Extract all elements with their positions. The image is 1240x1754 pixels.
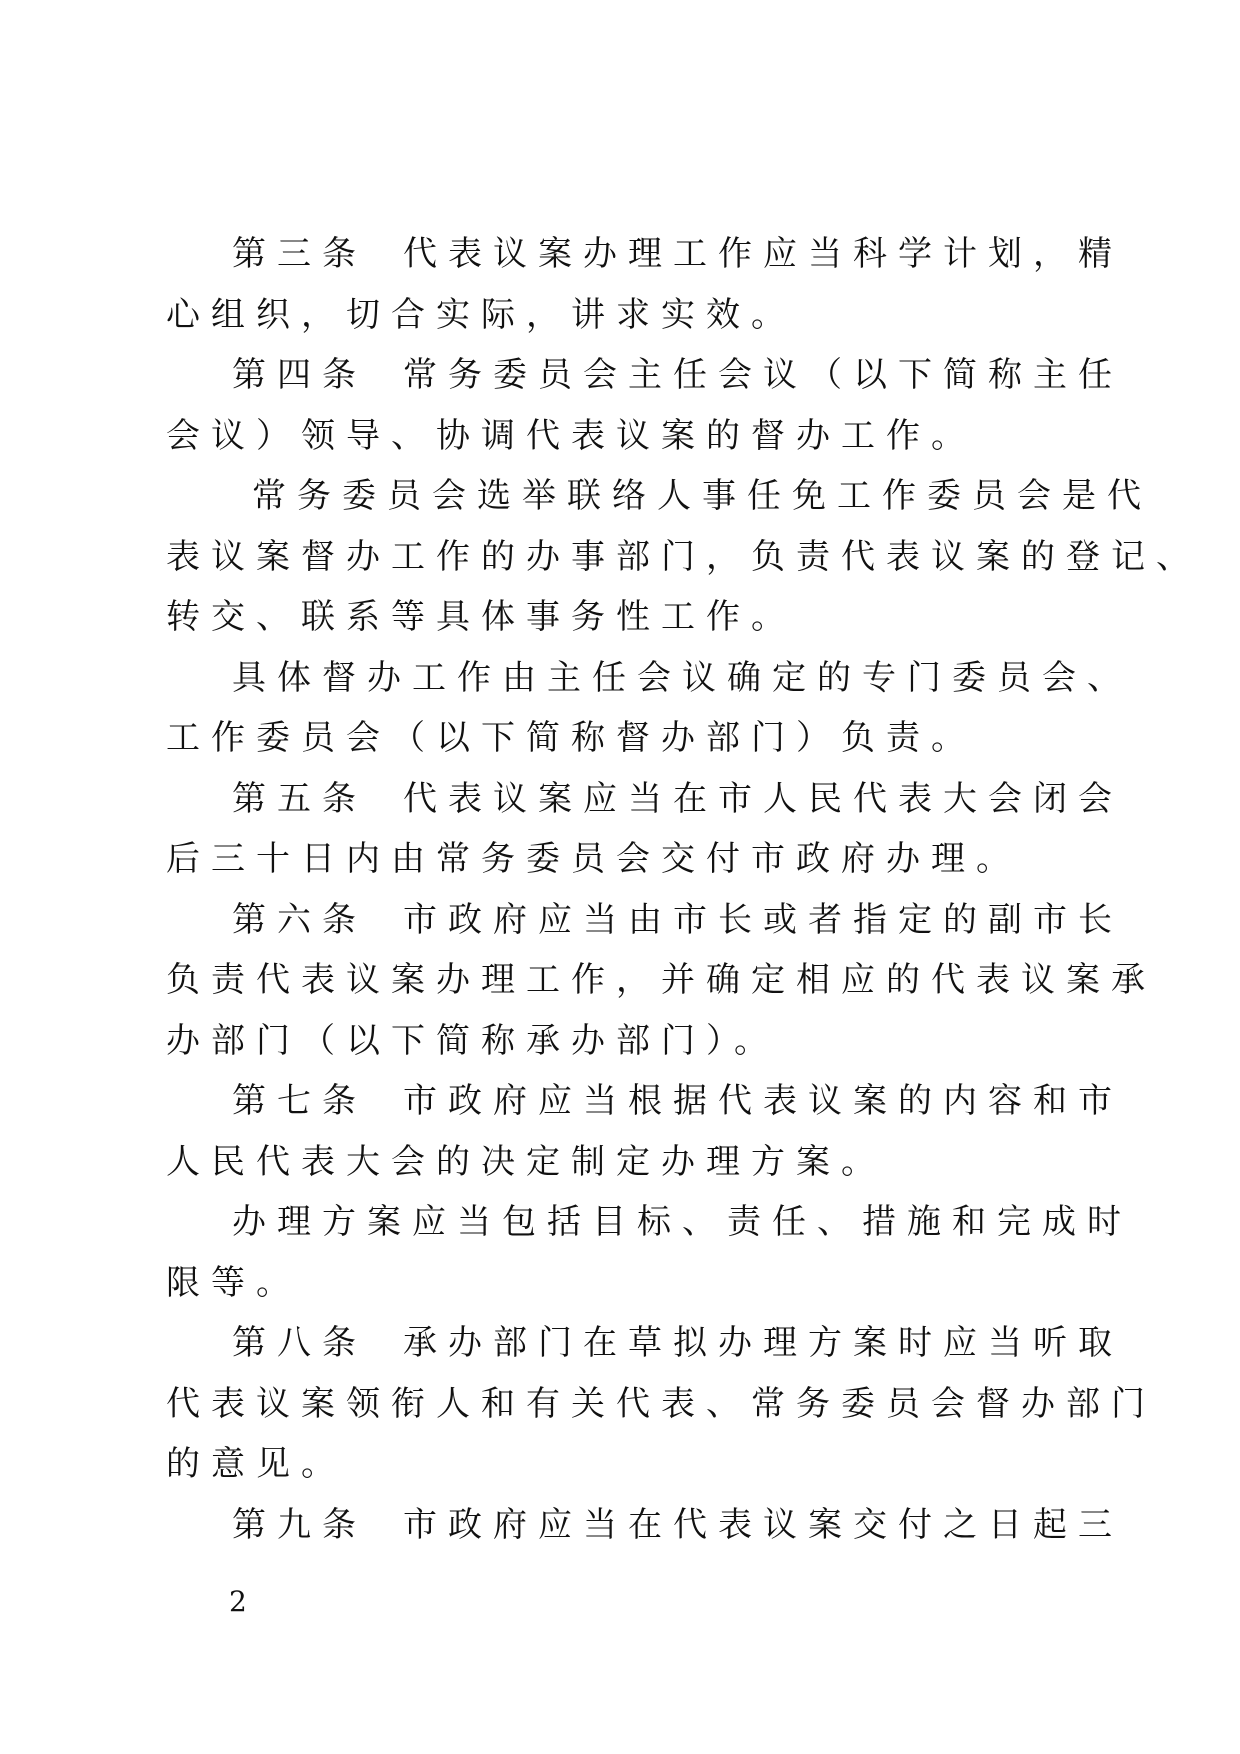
article-4-para-3-line-1: 具体督办工作由主任会议确定的专门委员会、 (232, 657, 1132, 698)
article-label: 第五条 (232, 778, 367, 819)
document-body (166, 224, 1201, 1555)
article-label: 第三条 (232, 234, 367, 274)
article-4-para-3-line-2: 工作委员会（以下简称督办部门）负责。 (166, 718, 976, 758)
article-6-line-2: 负责代表议案办理工作，并确定相应的代表议案承 (166, 960, 1156, 1000)
article-4-para-2-line-3: 转交、联系等具体事务性工作。 (166, 597, 796, 637)
article-4-line-2: 会议）领导、协调代表议案的督办工作。 (166, 415, 976, 456)
article-3-line-1 (166, 224, 1123, 285)
article-text: 常务委员会主任会议（以下简称主任 (403, 355, 1123, 395)
article-9-line-1 (166, 1495, 1123, 1556)
article-label: 第七条 (232, 1081, 367, 1121)
article-5-line-1 (166, 769, 1123, 830)
article-3-line-2: 心组织，切合实际，讲求实效。 (166, 294, 796, 335)
article-text: 代表议案办理工作应当科学计划，精 (403, 234, 1123, 274)
article-7-line-1 (166, 1071, 1123, 1132)
article-label: 第四条 (232, 355, 367, 395)
article-7-para-2-line-1: 办理方案应当包括目标、责任、措施和完成时 (232, 1202, 1132, 1242)
article-4-para-2-line-1: 常务委员会选举联络人事任免工作委员会是代 (252, 476, 1152, 516)
article-6-line-3: 办部门（以下简称承办部门）。 (166, 1020, 779, 1061)
article-8-line-3: 的意见。 (166, 1444, 346, 1484)
article-label: 第八条 (232, 1323, 367, 1363)
article-text: 市政府应当由市长或者指定的副市长 (403, 899, 1123, 940)
article-5-line-2: 后三十日内由常务委员会交付市政府办理。 (166, 839, 1021, 879)
article-7-para-2-line-2: 限等。 (166, 1262, 301, 1303)
article-text: 市政府应当根据代表议案的内容和市 (403, 1081, 1123, 1121)
article-text: 承办部门在草拟办理方案时应当听取 (403, 1323, 1123, 1363)
article-4-line-1 (166, 345, 1123, 406)
article-text: 代表议案应当在市人民代表大会闭会 (403, 778, 1123, 819)
article-8-line-2: 代表议案领衔人和有关代表、常务委员会督办部门 (166, 1383, 1156, 1424)
article-text: 市政府应当在代表议案交付之日起三 (403, 1504, 1123, 1545)
article-label: 第六条 (232, 899, 367, 940)
page-number: 2 (229, 1585, 247, 1618)
article-4-para-2-line-2: 表议案督办工作的办事部门，负责代表议案的登记、 (166, 536, 1201, 577)
article-8-line-1 (166, 1313, 1123, 1374)
article-7-line-2: 人民代表大会的决定制定办理方案。 (166, 1141, 886, 1182)
article-6-line-1 (166, 890, 1123, 951)
article-label: 第九条 (232, 1504, 367, 1545)
